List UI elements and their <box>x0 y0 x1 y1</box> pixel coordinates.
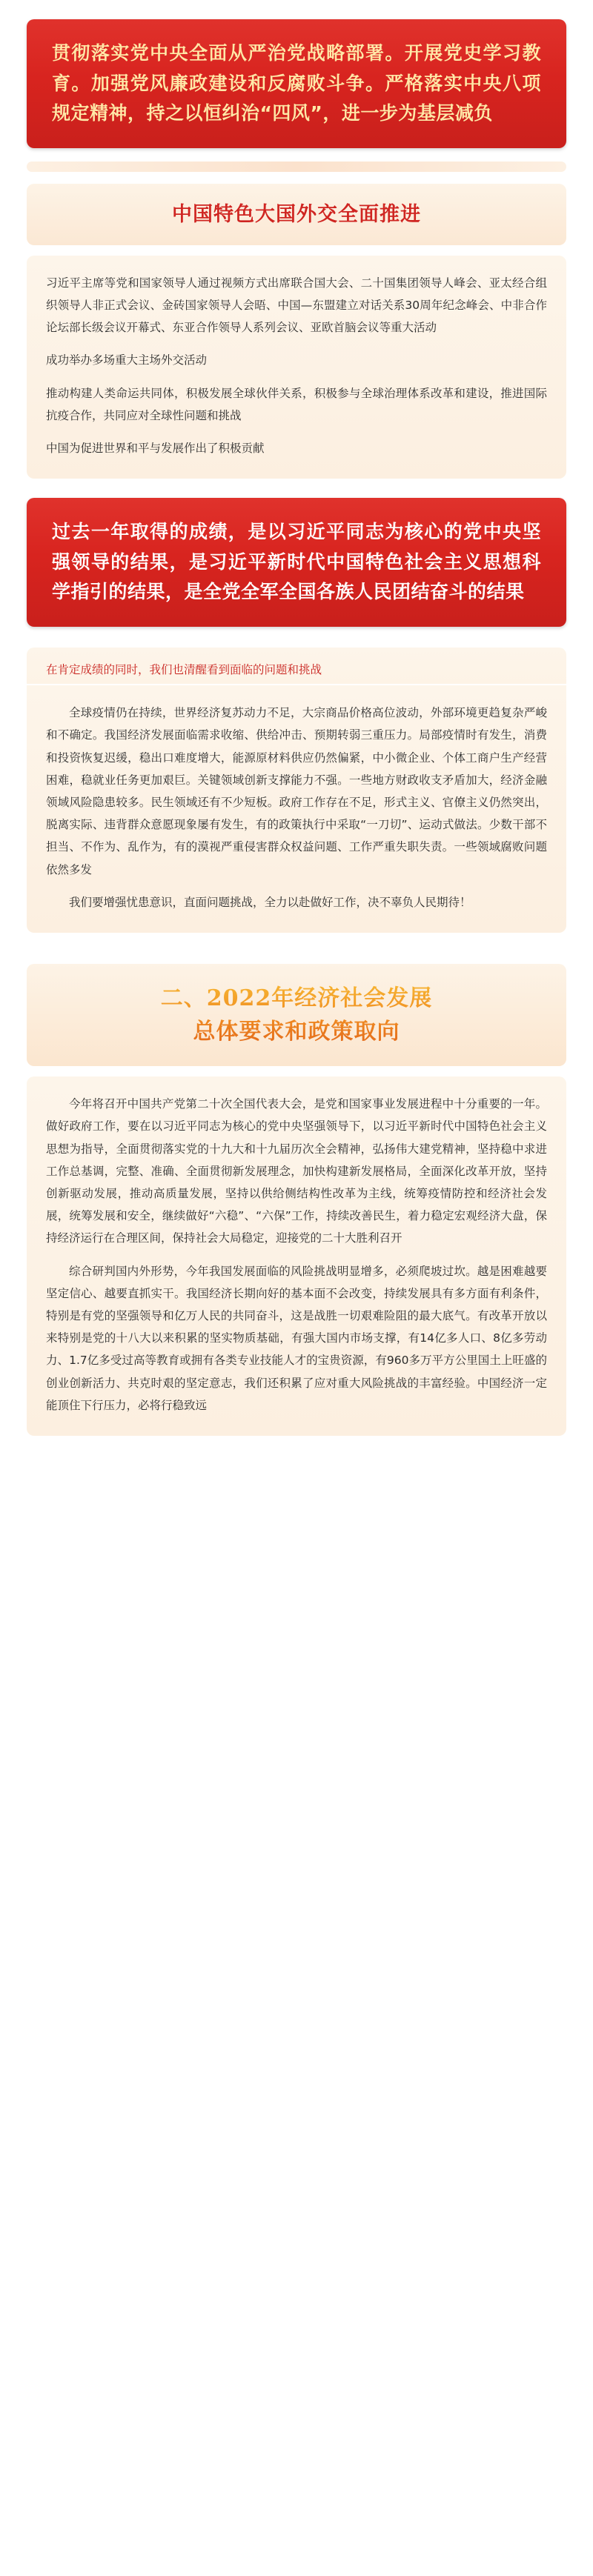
paragraph: 习近平主席等党和国家领导人通过视频方式出席联合国大会、二十国集团领导人峰会、亚太经合组织领导人非正式会议、金砖国家领导人会晤、中国—东盟建立对话关系30周年纪念峰会、中非合作论坛部长级会议开幕式、东亚合作领导人系列会议、亚欧首脑会议等重大活动 <box>46 276 547 335</box>
red-highlight-card-2 <box>27 498 566 627</box>
paragraph: 全球疫情仍在持续，世界经济复苏动力不足，大宗商品价格高位波动，外部环境更趋复杂严峻和不确定。我国经济发展面临需求收缩、供给冲击、预期转弱三重压力。局部疫情时有发生，消费和投资恢复迟缓，稳出口难度增大，能源原材料供应仍然偏紧，中小微企业、个体工商户生产经营困难，稳就业任务更加艰巨。关键领域创新支撑能力不强。一些地方财政收支矛盾加大，经济金融领域风险隐患较多。民生领域还有不少短板。政府工作存在不足，形式主义、官僚主义仍然突出，脱离实际、违背群众意愿现象屡有发生，有的政策执行中采取“一刀切”、运动式做法。少数干部不担当、不作为、乱作为，有的漠视严重侵害群众权益问题、工作严重失职失责。一些领域腐败问题依然多发 <box>46 706 547 876</box>
chapter-title-line-1: 二、2022年经济社会发展 <box>160 985 433 1012</box>
red-highlight-card-1 <box>27 19 566 148</box>
top-spacer <box>0 0 593 19</box>
spacer <box>0 945 593 964</box>
chapter-title-line-2: 总体要求和政策取向 <box>193 1019 400 1045</box>
body-text-card-2 <box>27 685 566 933</box>
paragraph: 今年将召开中国共产党第二十次全国代表大会，是党和国家事业发展进程中十分重要的一年。做好政府工作，要在以习近平同志为核心的党中央坚强领导下，以习近平新时代中国特色社会主义思想为指导，全面贯彻落实党的十九大和十九届历次全会精神，弘扬伟大建党精神，坚持稳中求进工作总基调，完整、准确、全面贯彻新发展理念，加快构建新发展格局，全面深化改革开放，坚持创新驱动发展，推动高质量发展，坚持以供给侧结构性改革为主线，统筹疫情防控和经济社会发展，统筹发展和安全，继续做好“六稳”、“六保”工作，持续改善民生，着力稳定宏观经济大盘，保持经济运行在合理区间，保持社会大局稳定，迎接党的二十大胜利召开 <box>46 1097 547 1245</box>
body-text-card-3 <box>27 1076 566 1436</box>
paragraph: 成功举办多场重大主场外交活动 <box>46 353 208 367</box>
chapter-title <box>40 982 553 1048</box>
red-highlight-text-2: 过去一年取得的成绩，是以习近平同志为核心的党中央坚强领导的结果，是习近平新时代中国特色社会主义思想科学指引的结果，是全党全军全国各族人民团结奋斗的结果 <box>52 521 541 603</box>
red-highlight-text-1: 贯彻落实党中央全面从严治党战略部署。开展党史学习教育。加强党风廉政建设和反腐败斗争。严格落实中央八项规定精神，持之以恒纠治“四风”，进一步为基层减负 <box>52 42 541 124</box>
body-text-card-1 <box>27 256 566 479</box>
section-heading-card-1 <box>27 184 566 245</box>
chapter-title-card <box>27 964 566 1066</box>
intro-line-text: 在肯定成绩的同时，我们也清醒看到面临的问题和挑战 <box>46 662 322 676</box>
paragraph: 中国为促进世界和平与发展作出了积极贡献 <box>46 441 265 455</box>
decorative-strip-1 <box>27 162 566 172</box>
section-heading-text-1: 中国特色大国外交全面推进 <box>172 202 421 226</box>
intro-line-card <box>27 648 566 684</box>
paragraph: 综合研判国内外形势，今年我国发展面临的风险挑战明显增多，必须爬坡过坎。越是困难越要坚定信心、越要直抓实干。我国经济长期向好的基本面不会改变，持续发展具有多方面有利条件，特别是有党的坚强领导和亿万人民的共同奋斗，这是战胜一切艰难险阻的最大底气。有改革开放以来特别是党的十八大以来积累的坚实物质基础，有强大国内市场支撑，有14亿多人口、8亿多劳动力、1.7亿多受过高等教育或拥有各类专业技能人才的宝贵资源，有960多万平方公里国土上旺盛的创业创新活力、共克时艰的坚定意志，我们还积累了应对重大风险挑战的丰富经验。中国经济一定能顶住下行压力，必将行稳致远 <box>46 1264 547 1412</box>
spacer <box>0 640 593 648</box>
spacer <box>0 490 593 498</box>
paragraph: 推动构建人类命运共同体，积极发展全球伙伴关系，积极参与全球治理体系改革和建设，推进国际抗疫合作，共同应对全球性问题和挑战 <box>46 386 547 422</box>
paragraph: 我们要增强忧患意识，直面问题挑战，全力以赴做好工作，决不辜负人民期待！ <box>69 895 471 909</box>
